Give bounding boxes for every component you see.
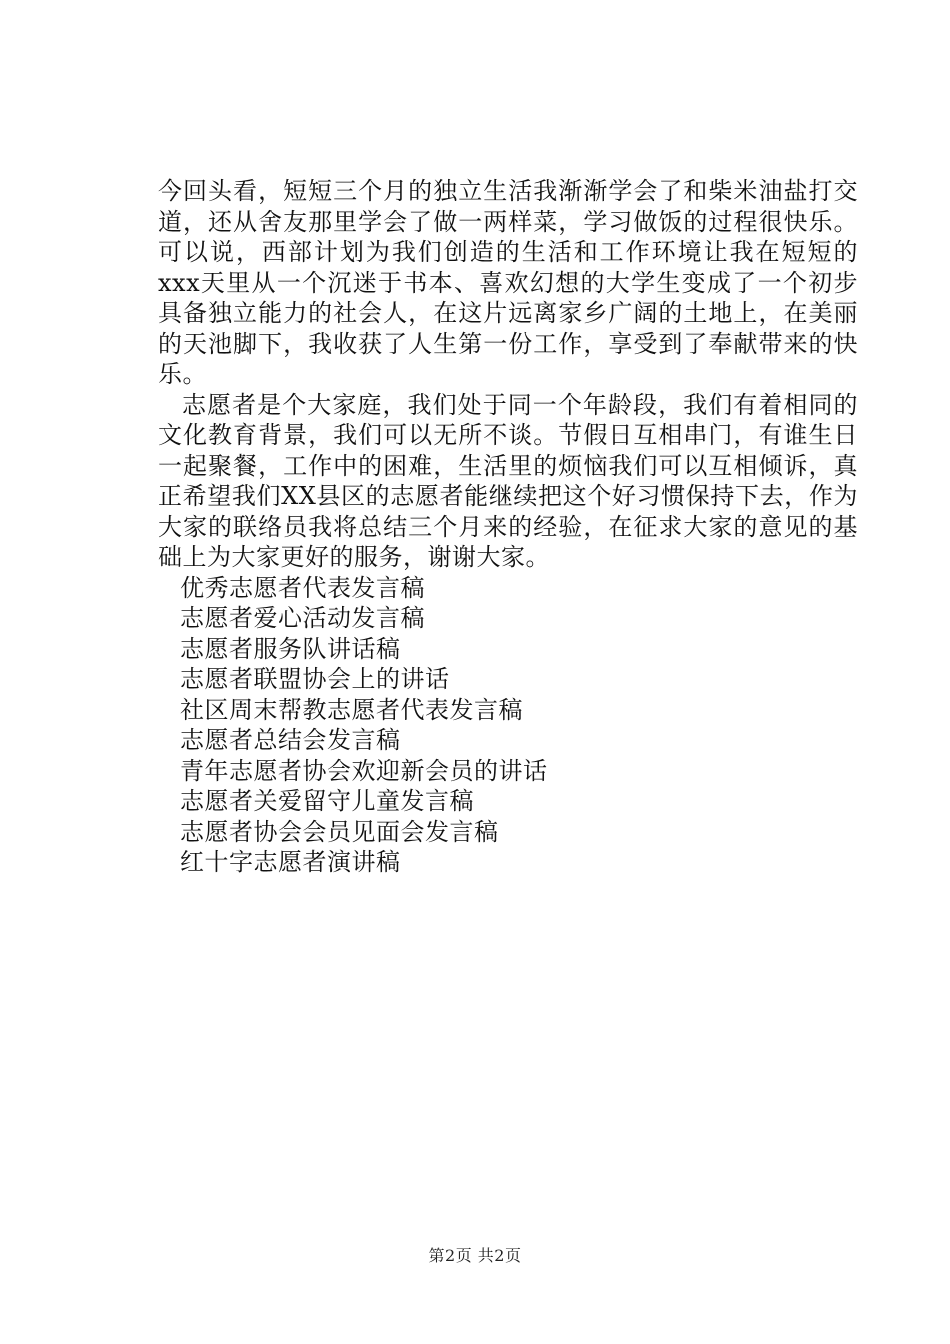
related-title-item: 志愿者联盟协会上的讲话 [180, 665, 450, 693]
related-titles-list [158, 573, 858, 878]
related-title-item: 志愿者服务队讲话稿 [180, 634, 401, 663]
related-title-item: 社区周末帮教志愿者代表发言稿 [180, 695, 523, 724]
paragraph-volunteer-family: 志愿者是个大家庭，我们处于同一个年龄段，我们有着相同的文化教育背景，我们可以无所不谈。节假日互相串门，有谁生日一起聚餐，工作中的困难，生活里的烦恼我们可以互相倾诉，真正希望我们XX县区的志愿者能继续把这个好习惯保持下去，作为大家的联络员我将总结三个月来的经验，在征求大家的意见的基础上为大家更好的服务，谢谢大家。 [158, 390, 858, 571]
related-title-item: 青年志愿者协会欢迎新会员的讲话 [180, 756, 548, 785]
page-number-footer: 第2页 共2页 [428, 1246, 522, 1265]
related-title-item: 志愿者关爱留守儿童发言稿 [180, 787, 474, 815]
related-title-item: 志愿者协会会员见面会发言稿 [180, 817, 499, 846]
paragraph-continuation: 今回头看，短短三个月的独立生活我渐渐学会了和柴米油盐打交道，还从舍友那里学会了做一两样菜，学习做饭的过程很快乐。可以说，西部计划为我们创造的生活和工作环境让我在短短的xxx天里从一个沉迷于书本、喜欢幻想的大学生变成了一个初步具备独立能力的社会人，在这片远离家乡广阔的土地上，在美丽的天池脚下，我收获了人生第一份工作，享受到了奉献带来的快乐。 [158, 177, 858, 388]
related-title-item: 红十字志愿者演讲稿 [180, 848, 401, 876]
document-body [158, 176, 858, 878]
related-title-item: 优秀志愿者代表发言稿 [180, 573, 425, 602]
related-title-item: 志愿者总结会发言稿 [180, 726, 401, 754]
related-title-item: 志愿者爱心活动发言稿 [180, 604, 425, 632]
